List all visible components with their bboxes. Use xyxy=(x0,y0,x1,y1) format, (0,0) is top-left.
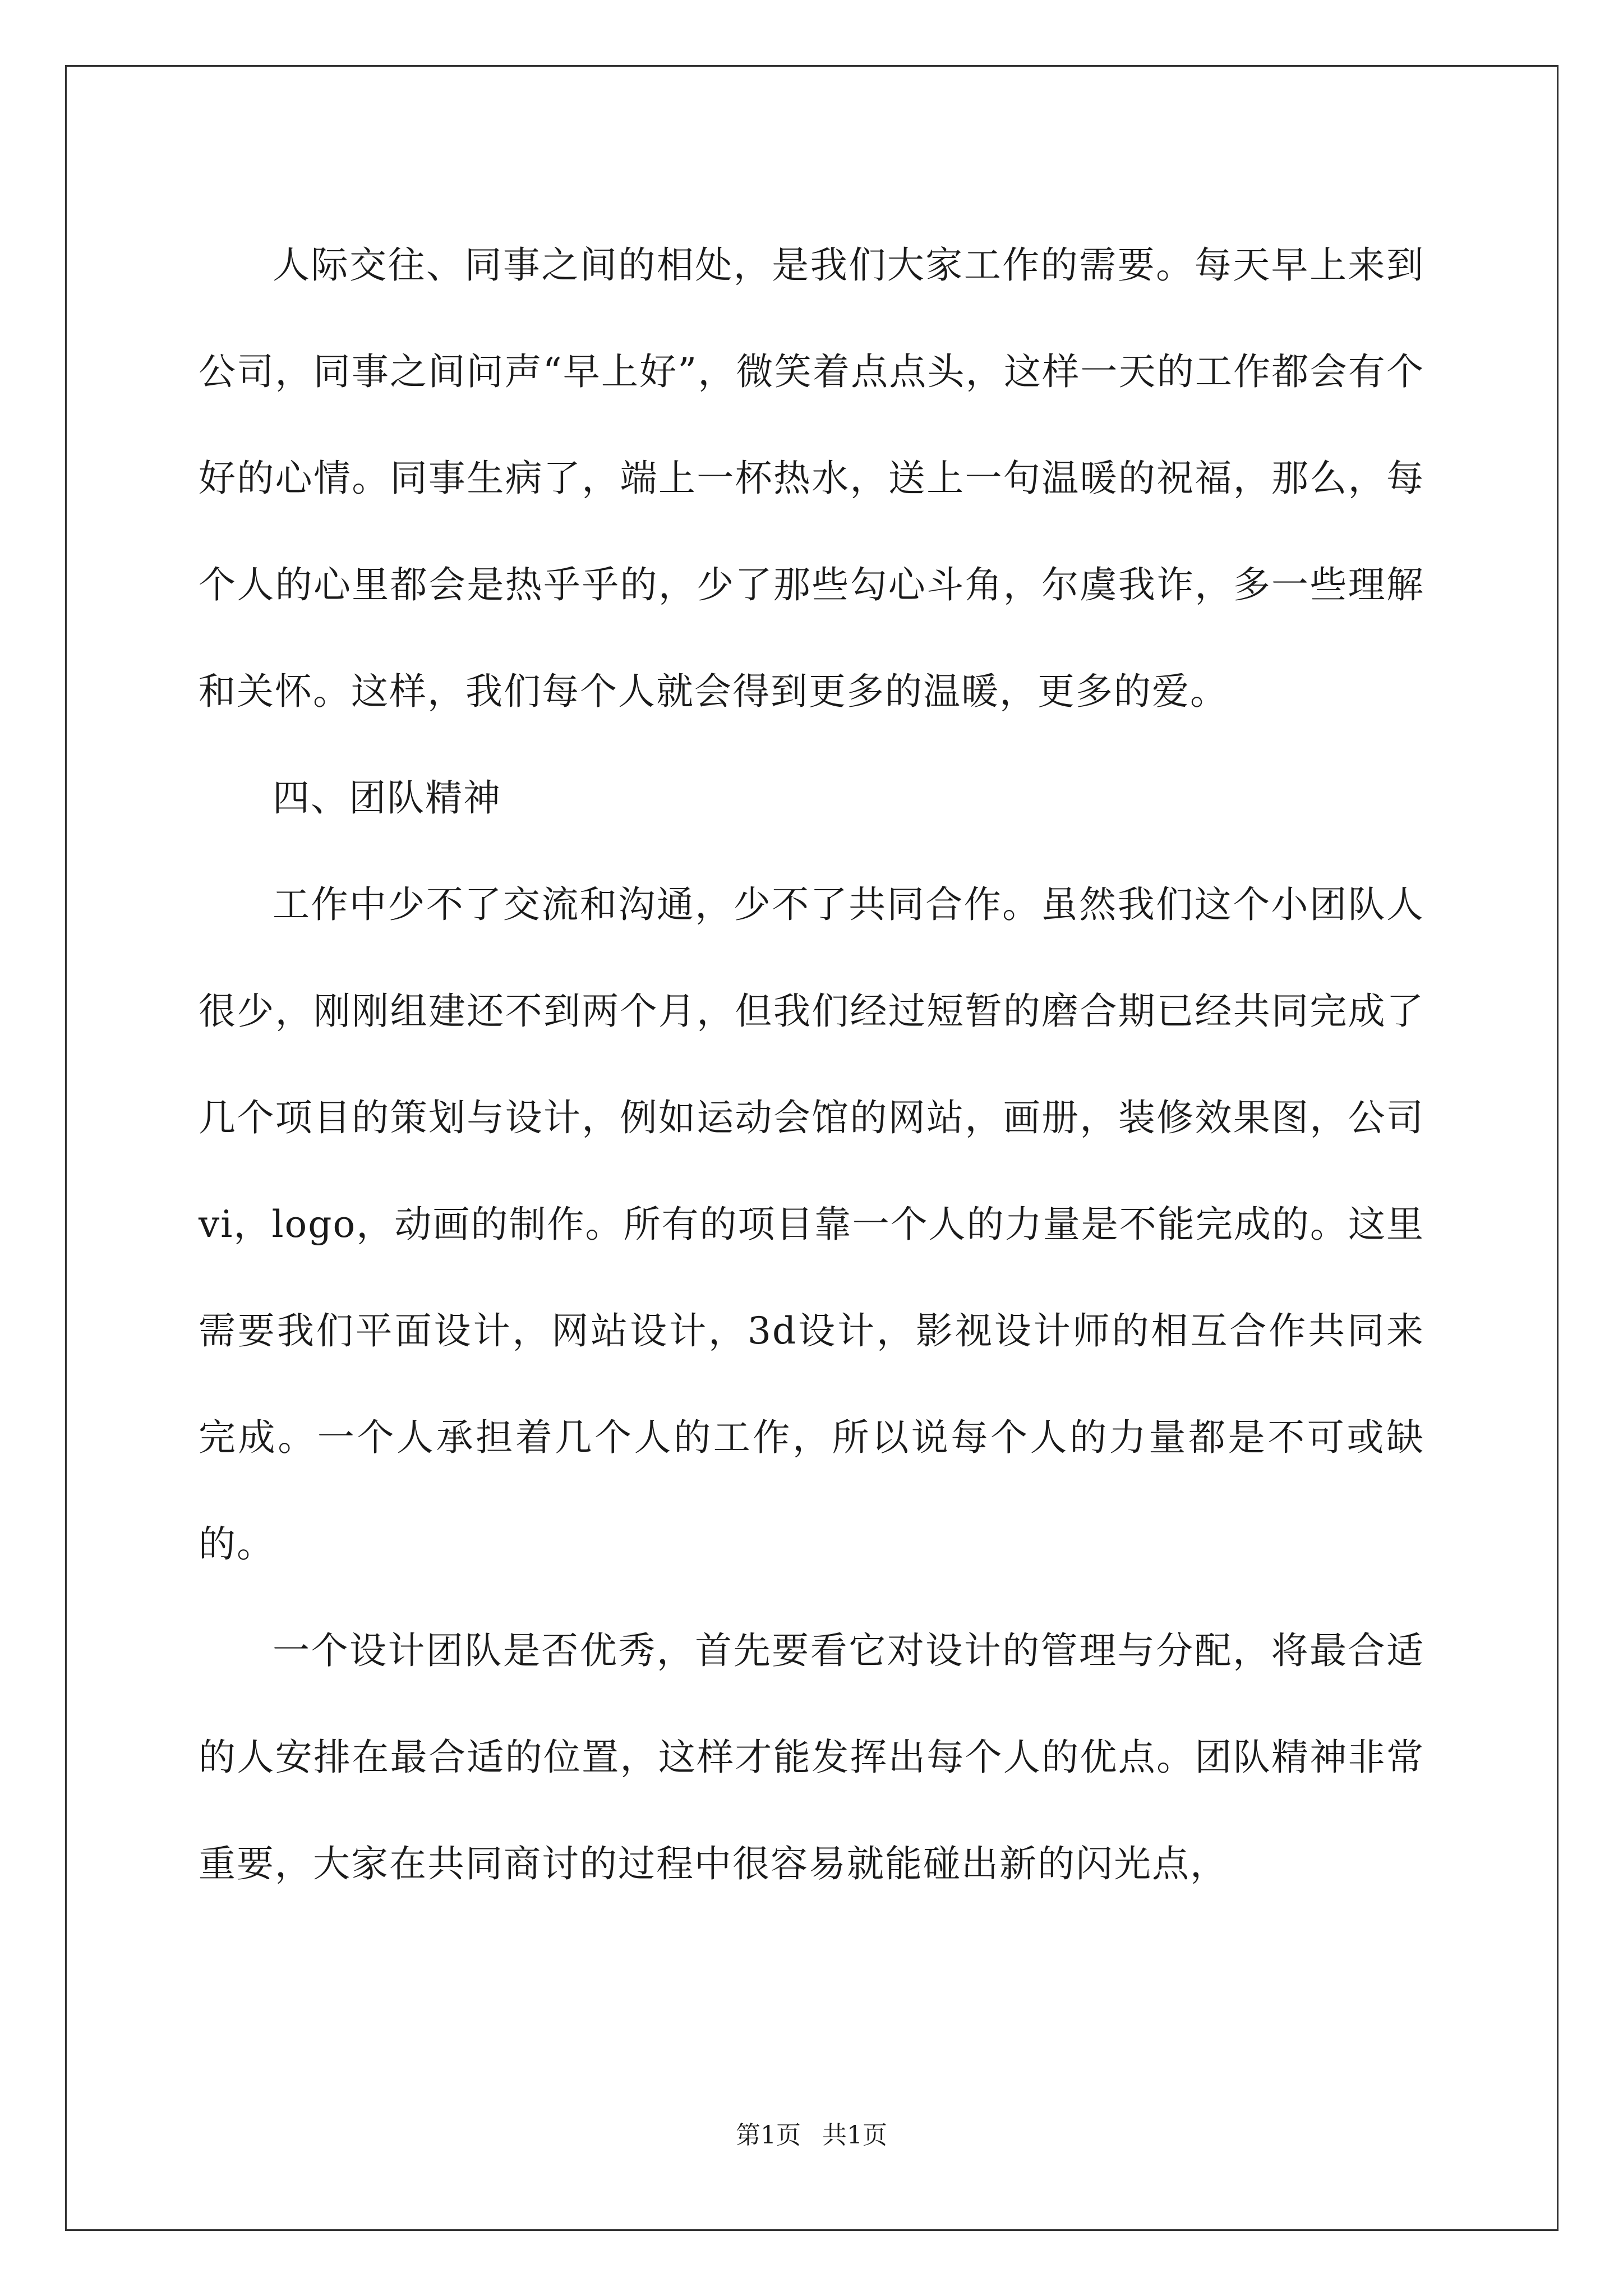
section-heading-team-spirit: 四、团队精神 xyxy=(273,776,501,820)
paragraph-teamwork: 工作中少不了交流和沟通，少不了共同合作。虽然我们这个小团队人很少，刚刚组建还不到两个月，但我们经过短暂的磨合期已经共同完成了几个项目的策划与设计，例如运动会馆的网站，画册，装修效果图，公司vi，logo，动画的制作。所有的项目靠一个人的力量是不能完成的。这里需要我们平面设计，网站设计，3d设计，影视设计师的相互合作共同来完成。一个人承担着几个人的工作，所以说每个人的力量都是不可或缺的。 xyxy=(199,883,1424,1566)
page-number: 第1页 xyxy=(736,2121,801,2150)
paragraph-design-team: 一个设计团队是否优秀，首先要看它对设计的管理与分配，将最合适的人安排在最合适的位置，这样才能发挥出每个人的优点。团队精神非常重要，大家在共同商讨的过程中很容易就能碰出新的闪光点， xyxy=(199,1629,1424,1885)
page-footer xyxy=(0,2115,1623,2151)
page-total: 共1页 xyxy=(822,2121,887,2150)
document-body xyxy=(199,212,1424,1917)
paragraph-interpersonal: 人际交往、同事之间的相处，是我们大家工作的需要。每天早上来到公司，同事之间问声“早上好”，微笑着点点头，这样一天的工作都会有个好的心情。同事生病了，端上一杯热水，送上一句温暖的祝福，那么，每个人的心里都会是热乎乎的，少了那些勾心斗角，尔虞我诈，多一些理解和关怀。这样，我们每个人就会得到更多的温暖，更多的爱。 xyxy=(199,243,1424,713)
